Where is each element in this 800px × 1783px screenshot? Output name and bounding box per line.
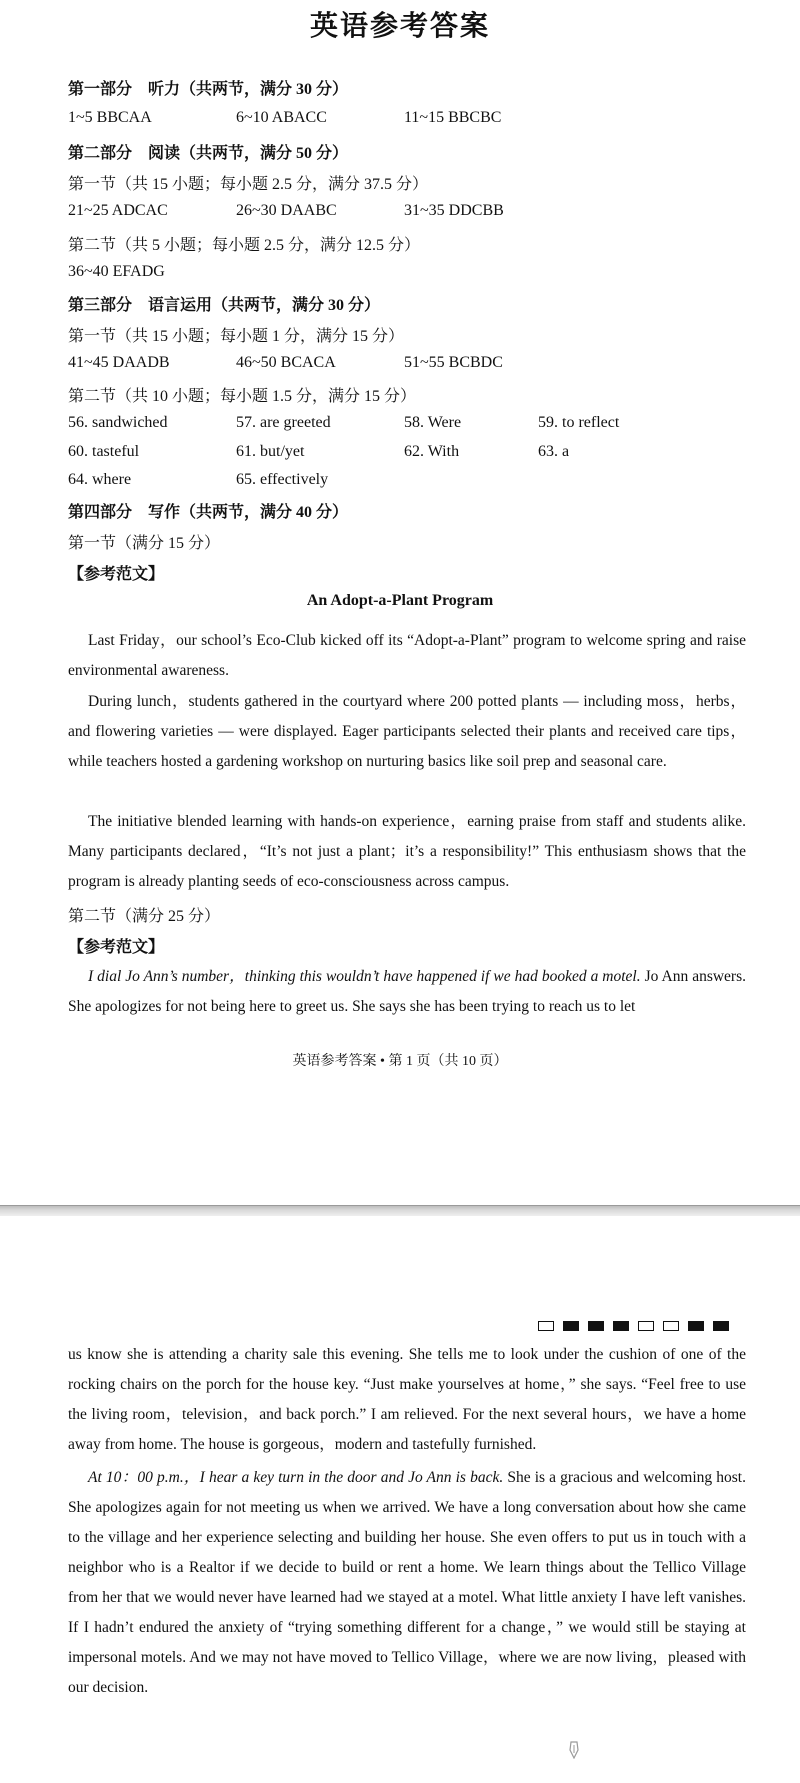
part3-sec1-heading: 第一节（共 15 小题；每小题 1 分，满分 15 分） [68, 328, 405, 345]
part2-sec2-heading: 第二节（共 5 小题；每小题 2.5 分，满分 12.5 分） [68, 237, 421, 254]
story-italic-opening: At 10：00 p.m.，I hear a key turn in the door and Jo Ann is back. [88, 1469, 504, 1486]
story-paragraph [68, 1463, 746, 1703]
part2-sec1-heading: 第一节（共 15 小题；每小题 2.5 分，满分 37.5 分） [68, 176, 429, 193]
fill-answer: 58. Were [404, 414, 462, 431]
marker-filled-icon [588, 1321, 604, 1331]
answer-group: 51~55 BCBDC [404, 354, 503, 371]
fill-answer: 57. are greeted [236, 414, 331, 431]
part4-sec2-heading: 第二节（满分 25 分） [68, 908, 221, 925]
part1-heading: 第一部分 听力（共两节，满分 30 分） [68, 81, 349, 98]
story-paragraph [68, 962, 746, 1022]
part4-sec1-heading: 第一节（满分 15 分） [68, 535, 221, 552]
watermark-icon [568, 1741, 580, 1759]
fill-answer: 56. sandwiched [68, 414, 168, 431]
page-2 [0, 1216, 800, 1783]
page-footer: 英语参考答案 • 第 1 页（共 10 页） [292, 1054, 508, 1069]
fill-answer: 64. where [68, 471, 132, 488]
essay-paragraph: During lunch，students gathered in the courtyard where 200 potted plants — including moss，herbs，and flowering varieties — were displayed. Eager participants selected their plants and received care tips，while teachers hosted a gardening workshop on nurturing basics like soil prep and seasonal care. [68, 693, 746, 770]
answer-group: 41~45 DAADB [68, 354, 170, 371]
essay-paragraph: Last Friday，our school’s Eco-Club kicked off its “Adopt-a-Plant” program to welcome spring and raise environmental awareness. [68, 632, 746, 679]
page-title: 英语参考答案 [309, 11, 490, 42]
story-text: She is a gracious and welcoming host. She apologizes again for not meeting us when we arrived. We have a long conversation about how she came to the village and her experience selecting and building her house. She even offers to put us in touch with a neighbor who is a Realtor if we decide to build or rent a home. We learn things about the Tellico Village from her that we would never have learned had we stayed at a motel. What little anxiety I have left vanishes. If I hadn’t endured the anxiety of “trying something different for a change，” we would still be staying at impersonal motels. And we may not have moved to Tellico Village，where we are now living，pleased with our decision. [68, 1469, 746, 1696]
answer-group: 36~40 EFADG [68, 263, 165, 280]
marker-empty-icon [663, 1321, 679, 1331]
marker-filled-icon [563, 1321, 579, 1331]
marker-filled-icon [713, 1321, 729, 1331]
story-paragraph-continued: us know she is attending a charity sale this evening. She tells me to look under the cushion of one of the rocking chairs on the porch for the house key. “Just make yourselves at home，” she says. “Feel free to use the living room，television，and back porch.” I am relieved. For the next several hours，we have a home away from home. The house is gorgeous，modern and tastefully furnished. [68, 1346, 746, 1453]
essay-title: An Adopt-a-Plant Program [306, 592, 494, 609]
page-separator [0, 1205, 800, 1216]
fill-answer: 61. but/yet [236, 443, 305, 460]
part3-heading: 第三部分 语言运用（共两节，满分 30 分） [68, 297, 381, 314]
answer-group: 46~50 BCACA [236, 354, 336, 371]
marker-empty-icon [538, 1321, 554, 1331]
fill-answer: 59. to reflect [538, 414, 620, 431]
answer-group: 6~10 ABACC [236, 109, 327, 126]
answer-group: 26~30 DAABC [236, 202, 337, 219]
fill-answer: 63. a [538, 443, 570, 460]
part4-heading: 第四部分 写作（共两节，满分 40 分） [68, 504, 349, 521]
marker-filled-icon [688, 1321, 704, 1331]
answer-group: 21~25 ADCAC [68, 202, 168, 219]
answer-group: 31~35 DDCBB [404, 202, 504, 219]
marker-filled-icon [613, 1321, 629, 1331]
sample-label: 【参考范文】 [68, 939, 165, 956]
part2-heading: 第二部分 阅读（共两节，满分 50 分） [68, 145, 349, 162]
fill-answer: 60. tasteful [68, 443, 140, 460]
story-text: Jo Ann answers. She apologizes for not being here to greet us. She says she has been trying to reach us to let [68, 968, 746, 1015]
story-italic-opening: I dial Jo Ann’s number，thinking this wouldn’t have happened if we had booked a motel. [88, 968, 641, 985]
fill-answer: 65. effectively [236, 471, 329, 488]
marker-empty-icon [638, 1321, 654, 1331]
essay-paragraph: The initiative blended learning with hands-on experience，earning praise from staff and students alike. Many participants declared，“It’s not just a plant；it’s a responsibility!” This enthusiasm shows that the program is already planting seeds of eco-consciousness across campus. [68, 813, 746, 890]
fill-answer: 62. With [404, 443, 460, 460]
answer-group: 1~5 BBCAA [68, 109, 152, 126]
alignment-marks [538, 1321, 729, 1331]
part3-sec2-heading: 第二节（共 10 小题；每小题 1.5 分，满分 15 分） [68, 388, 417, 405]
answer-group: 11~15 BBCBC [404, 109, 502, 126]
sample-label: 【参考范文】 [68, 566, 165, 583]
